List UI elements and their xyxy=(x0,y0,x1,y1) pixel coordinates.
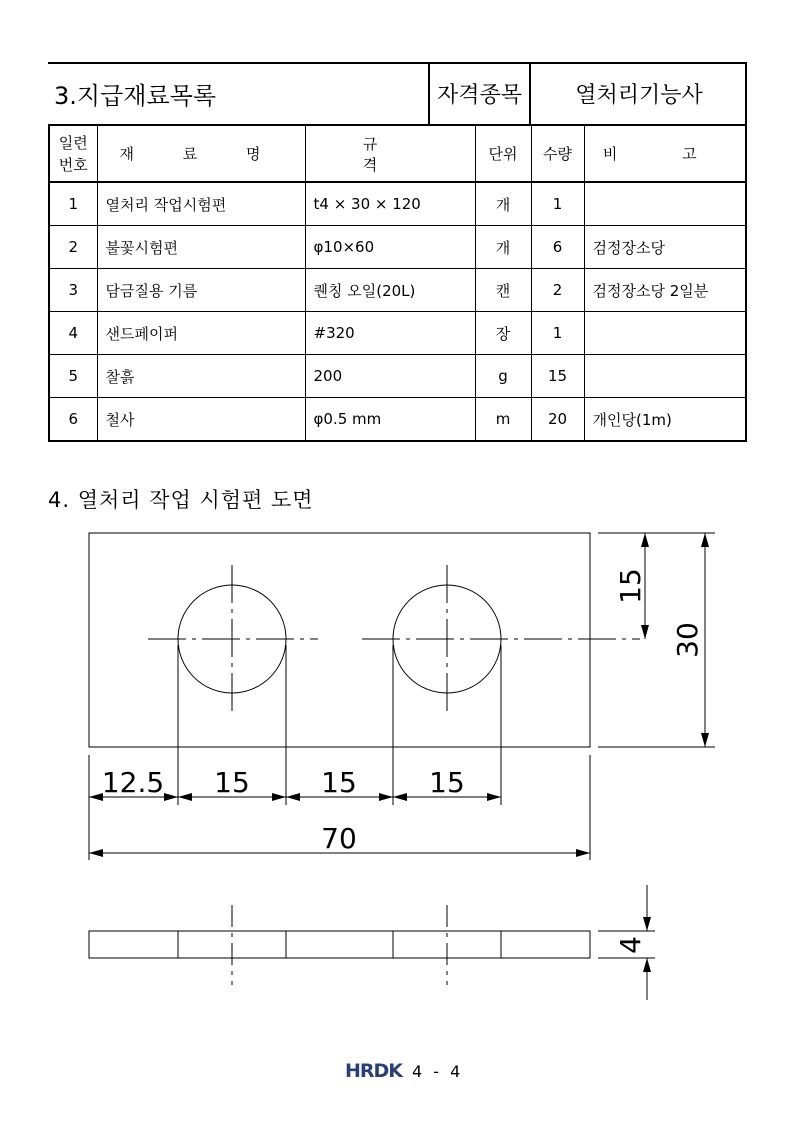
dim-text-15-a: 15 xyxy=(214,766,250,799)
cell-spec: 퀜칭 오일(20L) xyxy=(305,269,475,312)
cell-unit: 캔 xyxy=(475,269,531,312)
cell-qty: 1 xyxy=(531,182,584,226)
cell-unit: 개 xyxy=(475,226,531,269)
dim-text-70: 70 xyxy=(321,822,357,855)
cell-no: 4 xyxy=(49,312,97,355)
col-header-spec: 규 격 xyxy=(305,125,475,182)
page-number: 4 - 4 xyxy=(412,1061,464,1081)
dim-text-12-5: 12.5 xyxy=(101,766,165,799)
cell-unit: 장 xyxy=(475,312,531,355)
col-header-name: 재 료 명 xyxy=(97,125,305,182)
dim-text-15-c: 15 xyxy=(429,766,465,799)
cell-note: 검정장소당 2일분 xyxy=(584,269,746,312)
cell-spec: t4 × 30 × 120 xyxy=(305,182,475,226)
cell-qty: 2 xyxy=(531,269,584,312)
qualification-value: 열처리기능사 xyxy=(575,82,703,108)
cell-note: 개인당(1m) xyxy=(584,398,746,442)
qualification-label: 자격종목 xyxy=(428,62,531,124)
cell-qty: 1 xyxy=(531,312,584,355)
cell-name: 찰흙 xyxy=(97,355,305,398)
cell-name: 불꽃시험편 xyxy=(97,226,305,269)
cell-spec: #320 xyxy=(305,312,475,355)
dim-text-15-b: 15 xyxy=(321,766,357,799)
side-view-outline xyxy=(89,931,590,958)
col-header-no: 일련 번호 xyxy=(49,125,97,182)
section4-title: 4. 열처리 작업 시험편 도면 xyxy=(48,488,314,512)
cell-spec: 200 xyxy=(305,355,475,398)
col-header-note: 비 고 xyxy=(584,125,746,182)
cell-name: 철사 xyxy=(97,398,305,442)
plan-view-outline xyxy=(89,533,590,747)
hrdk-logo: HRDK xyxy=(345,1060,403,1082)
cell-spec: φ0.5 mm xyxy=(305,398,475,442)
cell-no: 2 xyxy=(49,226,97,269)
cell-no: 5 xyxy=(49,355,97,398)
cell-no: 6 xyxy=(49,398,97,442)
cell-name: 샌드페이퍼 xyxy=(97,312,305,355)
page-footer xyxy=(345,1060,463,1082)
col-header-qty: 수량 xyxy=(531,125,584,182)
cell-no: 1 xyxy=(49,182,97,226)
cell-name: 담금질용 기름 xyxy=(97,269,305,312)
col-header-unit: 단위 xyxy=(475,125,531,182)
cell-no: 3 xyxy=(49,269,97,312)
cell-unit: g xyxy=(475,355,531,398)
cell-name: 열처리 작업시험편 xyxy=(97,182,305,226)
cell-qty: 15 xyxy=(531,355,584,398)
dim-text-15-v: 15 xyxy=(614,568,647,604)
cell-spec: φ10×60 xyxy=(305,226,475,269)
cell-note: 검정장소당 xyxy=(584,226,746,269)
cell-qty: 6 xyxy=(531,226,584,269)
dim-text-30-v: 30 xyxy=(671,622,704,658)
dim-text-4: 4 xyxy=(614,936,647,954)
section3-title: 3.지급재료목록 xyxy=(54,82,217,110)
cell-unit: 개 xyxy=(475,182,531,226)
cell-unit: m xyxy=(475,398,531,442)
cell-qty: 20 xyxy=(531,398,584,442)
